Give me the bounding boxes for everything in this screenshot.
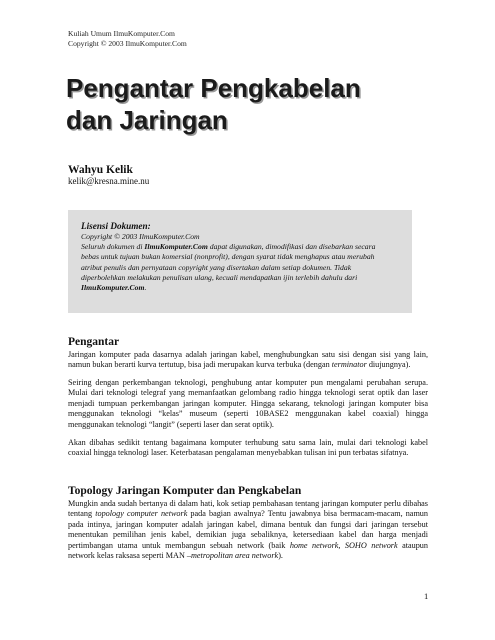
italic-term: topology computer network [95,509,188,519]
text-run: pada bagian awalnya? Tentu jawabnya bisa bermacam-macam, namun pada intinya, jaringan komputer adalah jaringan kabel, dimana bentuk dan fungsi dari jaringan tersebut menentukan pemilihan jenis kabel, demikian juga sebaliknya, ketersediaan kabel dan harga menjadi pertimbangan utama untuk membangun sebuah network (baik [68,509,428,550]
license-site-name: IlmuKomputer.Com [81,283,145,293]
paragraph-3: Akan dibahas sedikit tentang bagaimana komputer terhubung satu sama lain, mulai dari teknologi kabel coaxial hingga teknologi laser. Keterbatasan pengalaman menyebabkan tulisan ini pun terbatas sifatnya. [68,438,428,458]
license-text-part: Seluruh dokumen di [81,242,145,252]
text-run: diujungnya). [366,360,411,370]
title-line-1: Pengantar Pengkabelan [66,73,361,103]
paragraph-4 [68,499,428,561]
author-name: Wahyu Kelik [68,164,133,176]
paragraph-2: Seiring dengan perkembangan teknologi, penghubung antar komputer pun mengalami perubahan serupa. Mulai dari teknologi telegraf yang memanfaatkan gelombang radio hingga teknologi serat optik dan laser menjadi tumpuan perkembangan jaringan komputer. Hingga sekarang, teknologi jaringan komputer bisa menggunakan teknologi “kelas” museum (seperti 10BASE2 menggunakan kabel coaxial) hingga menggunakan teknologi “langit” (seperti laser dan serat optik). [68,378,428,429]
text-run: ). [278,551,283,561]
italic-term: terminator [331,360,367,370]
section-heading-topology: Topology Jaringan Komputer dan Pengkabelan [68,485,302,497]
license-text-part: . [144,283,147,293]
license-text [81,242,391,293]
italic-term: home network, SOHO network [289,540,398,550]
license-site-name: IlmuKomputer.Com [144,242,208,252]
italic-term: metropolitan area network [191,551,279,561]
title-line-2: dan Jaringan [66,105,228,135]
page-number: 1 [424,591,429,601]
header-course: Kuliah Umum IlmuKomputer.Com [68,29,175,38]
license-text-part: dapat digunakan, dimodifikasi dan disebarkan secara bebas untuk tujuan bukan komersial (nonprofit), dengan syarat tidak menghapus atau merubah atribut penulis dan pernyataan copyright yang disertakan dalam setiap dokumen. Tidak diperbolehkan melakukan penulisan ulang, kecuali mendapatkan ijin terlebih dahulu dari [81,242,376,282]
text-run: Mungkin anda sudah bertanya di dalam hati, kok setiap pembahasan tentang jaringan komputer perlu dibahas tentang [68,499,428,519]
author-email: kelik@kresna.mine.nu [68,176,150,186]
license-copyright: Copyright © 2003 IlmuKomputer.Com [81,232,200,241]
license-title: Lisensi Dokumen: [81,221,151,231]
text-run: ataupun network kelas raksasa seperti MAN – [68,540,428,561]
paragraph-1 [68,350,428,371]
text-run: Jaringan komputer pada dasarnya adalah jaringan kabel, menghubungkan satu sisi dengan sisi yang lain, namun bukan berarti kurva tertutup, bisa jadi merupakan kurva terbuka (dengan [68,350,428,370]
page-header [68,29,187,48]
section-heading-pengantar: Pengantar [68,336,120,348]
document-title [66,72,446,136]
header-copyright: Copyright © 2003 IlmuKomputer.Com [68,38,187,48]
license-box [68,210,412,313]
license-content [81,221,391,293]
